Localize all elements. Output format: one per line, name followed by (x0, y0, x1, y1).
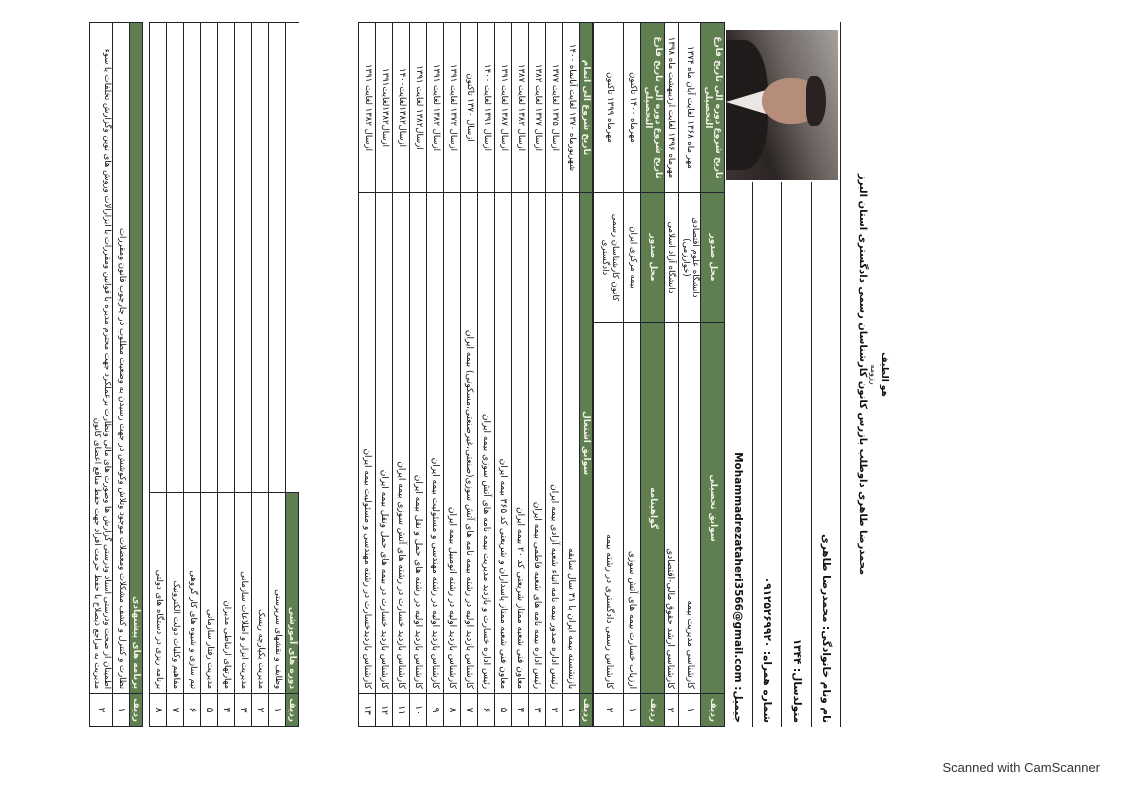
job-n: ۲ (545, 694, 562, 727)
phone-field: شماره همراه: ۰۹۱۲۵۲۶۹۹۲۰ (753, 182, 782, 727)
job-title: کارشناس بازدید اولیه در رشته های حمل و نقل بیمه ایران (409, 193, 426, 694)
job-title: کارشناس بازدید اولیه در رشته اتومبیل بیمه ایران (443, 193, 460, 694)
job-header-row-num: ردیف (579, 694, 592, 727)
photo-cell (724, 22, 841, 182)
job-title: رئیس اداره بیمه نامه های شعبه فاطمی بیمه ایران (528, 193, 545, 694)
plan-header-title: برنامه های پیشنهادی (129, 23, 142, 694)
table-row (562, 23, 579, 727)
table-row (494, 23, 511, 727)
edu-header-date: تاریخ شروع دوره الی تاریخ فارغ التحصیلی (701, 23, 725, 193)
job-date: ازسال ۱۳۷۲ لغایت ۱۳۹۱ (443, 23, 460, 193)
job-title: معاون فنی شعبه ممتاز شریعتی کد ۲۰ بیمه ایران (511, 193, 528, 694)
job-title: رئیس اداره صدور بیمه نامه اتباء شعبه آزادی بیمه ایران (545, 193, 562, 694)
course-n: ۲ (251, 694, 268, 727)
table-row (200, 23, 217, 727)
table-row (594, 23, 624, 727)
course-n: ۵ (200, 694, 217, 727)
table-row (511, 23, 528, 727)
employment-table (358, 22, 593, 727)
job-n: ۳ (528, 694, 545, 727)
cert-title: ارزیاب خسارت بیمه های آتش سوزی (624, 323, 641, 694)
edu-place: دانشگاه آزاد اسلامی (661, 193, 678, 323)
edu-date: مهرماه ۱۳۹۶ لغایت اردیبهشت ماه ۱۳۹۸ (661, 23, 678, 193)
header-resume-label: رزومه (868, 364, 878, 385)
job-date: ازسال ۱۳۹۱ لغایت ۱۴۰۰ (477, 23, 494, 193)
course- (251, 23, 268, 493)
job-header-title: سوابق اشتغال (579, 193, 592, 694)
job-n: ۷ (460, 694, 477, 727)
course-title: مدیریت ابزار و اطلاعات سازمانی (234, 493, 251, 694)
cert-header-title: گواهینامه (641, 323, 665, 694)
job-date: ازسال ۱۳۸۲ لغایت ۱۳۹۱ (426, 23, 443, 193)
table-row (477, 23, 494, 727)
job-n: ۶ (477, 694, 494, 727)
course-title: مهارتهای ارتباطی مدیران (217, 493, 234, 694)
name-field: نام ونام خانوادگی: محمدرضا طاهری (811, 182, 840, 727)
job-n: ۵ (494, 694, 511, 727)
job-date: ازسال ۱۳۷۷ لغایت ۱۳۸۲ (528, 23, 545, 193)
job-title: رئیس اداره خسارت و بازدید مدیریت بیمه نامه های آتش سوزی بیمه ایران (477, 193, 494, 694)
job-header-date: تاریخ شروع الی اتمام (579, 23, 592, 193)
courses-table (149, 22, 299, 727)
edu-header-title: سوابق تحصیلی (701, 323, 725, 694)
job-title: کارشناس بازدید اولیه در رشته بیمه نامه های آتش سوزی(صنعتی،غیرصنعتی،مسکونی) بیمه ایران (460, 193, 477, 694)
job-n: ۱۲ (375, 694, 392, 727)
table-row (443, 23, 460, 727)
certificates-table (593, 22, 665, 727)
table-row (251, 23, 268, 727)
plan-n: ۱ (112, 694, 129, 727)
personal-info-block (723, 22, 841, 727)
certificates-section (593, 22, 665, 727)
plans-section (89, 22, 143, 727)
plan-title: اطمینان از صحت ودرستی اسناد ودرستی گزارش ها وصورت های مالی ونظارت برعملکرد جهت محترم مدیره با قوانین ومقررات با ابزارالات وروش های نوین وگزارش تخلفات یا سوء مدیریت به مراجع ذیصلاح با حفظ حرمت افراد جهت حفظ منافع اعضای کانون (90, 23, 113, 694)
email-field: جیمیل: Mohammadrezataheri3566@gmail.com (724, 182, 753, 727)
birth-field: متولدسال: ۱۳۴۴ (782, 182, 811, 727)
education-section (661, 22, 725, 727)
job-n: ۸ (443, 694, 460, 727)
table-row (112, 23, 129, 727)
cert-date: مهرماه ۱۴۰۰ تاکنون (624, 23, 641, 193)
job-n: ۹ (426, 694, 443, 727)
course-title: وظایف و نقشهای سرپرستی (268, 493, 285, 694)
edu-header-place: محل صدور (701, 193, 725, 323)
table-row (528, 23, 545, 727)
table-row (678, 23, 701, 727)
course-n: ۱ (268, 694, 285, 727)
edu-place: دانشگاه علوم اقتصادی (خوارزمی) (678, 193, 701, 323)
table-row (375, 23, 392, 727)
cert-date: مهرماه ۱۳۹۹ تاکنون (594, 23, 624, 193)
job-date: ازسال ۱۳۷۰ تاکنون (460, 23, 477, 193)
course-title: مدیریت یکپارچه ریسک (251, 493, 268, 694)
course-header-title: دوره های آموزشی (285, 493, 298, 694)
cert-place: بیمه مرکزی ایران (624, 193, 641, 323)
course-blank-column (285, 23, 298, 493)
course-n: ۸ (149, 694, 166, 727)
row-number: ۲ (594, 694, 624, 727)
personal-info-table (723, 22, 841, 727)
job-date: ازسال۱۳۸۲لغایت۱۴۰۰ (392, 23, 409, 193)
course- (200, 23, 217, 493)
course- (149, 23, 166, 493)
job-n: ۱ (562, 694, 579, 727)
job-title: کارشناس بازدیدخسارت در رشته مهندسی و مسئولیت بیمه ایران (358, 193, 375, 694)
job-date: ازسال ۱۳۸۲ لغایت ۱۳۹۱ (358, 23, 375, 193)
header-title: محمدرضا طاهری داوطلب بازرس کانون کارشناسان رسمی دادگستری استان البرز (856, 173, 868, 576)
cert-header-row-num: ردیف (641, 694, 665, 727)
course-title: برنامه ریزی در دستگاه های دولتی (149, 493, 166, 694)
job-date: ازسال ۱۳۷۵ لغایت ۱۳۷۷ (545, 23, 562, 193)
plan-title: نظارت و کنترل و کشف مشکلات ومعضلات موجود وتلاش وکوشش در جهت رسیدن به وضعیت مطلوب در چارچوب قانون ومقررات (112, 23, 129, 694)
edu-date: مهر ماه ۱۳۶۸ لغایت آبان ماه ۱۳۷۴ (678, 23, 701, 193)
camscanner-watermark: Scanned with CamScanner (942, 760, 1100, 775)
cert-place: کانون کارشناسان رسمی دادگستری (594, 193, 624, 323)
course- (183, 23, 200, 493)
table-row (149, 23, 166, 727)
portrait-photo (726, 30, 838, 180)
job-title: معاون فنی شعبه ممتاز پاسداران و شریعتی کد ۳۶۵ بیمه ایران (494, 193, 511, 694)
row-number: ۱ (678, 694, 701, 727)
table-row (426, 23, 443, 727)
employment-section (358, 22, 593, 727)
edu-title: کارشناسی ارشد حقوق مالی-اقتصادی (661, 323, 678, 694)
course-n: ۴ (217, 694, 234, 727)
job-date: ازسال ۱۳۸۷ لغایت ۱۳۹۱ (494, 23, 511, 193)
plan-header-row-num: ردیف (129, 694, 142, 727)
plan-n: ۲ (90, 694, 113, 727)
table-row (268, 23, 285, 727)
resume-sheet (49, 22, 889, 727)
row-number: ۲ (661, 694, 678, 727)
course-n: ۶ (183, 694, 200, 727)
course-title: مدیریت رفتار سازمانی (200, 493, 217, 694)
cert-title: کارشناس رسمی دادگستری در رشته بیمه (594, 323, 624, 694)
header-blessing: هو الطیف (879, 352, 889, 397)
course-title: تیم سازی و شیوه های کار گروهی (183, 493, 200, 694)
table-row (90, 23, 113, 727)
job-title: کارشناس بازدید اولیه در رشته مهندسی و مسئولیت بیمه ایران (426, 193, 443, 694)
education-table (661, 22, 725, 727)
edu-header-row-num: ردیف (701, 694, 725, 727)
course-n: ۳ (234, 694, 251, 727)
table-row (234, 23, 251, 727)
table-row (358, 23, 375, 727)
table-row (409, 23, 426, 727)
table-row (460, 23, 477, 727)
table-row (183, 23, 200, 727)
job-title: بازنشسته بیمه ایران با ۳۱ سال سابقه (562, 193, 579, 694)
course- (217, 23, 234, 493)
edu-title: کارشناسی مدیریت بیمه (678, 323, 701, 694)
table-row (545, 23, 562, 727)
job-n: ۱۱ (392, 694, 409, 727)
table-row (624, 23, 641, 727)
table-row (217, 23, 234, 727)
cert-header-place: محل صدور (641, 193, 665, 323)
course- (234, 23, 251, 493)
job-date: شهریورماه ۱۳۷۰ لغایت آبانماه ۱۴۰۰ (562, 23, 579, 193)
job-date: ازسال۱۳۸۲ لغایت ۱۳۹۱ (409, 23, 426, 193)
table-row (166, 23, 183, 727)
job-n: ۴ (511, 694, 528, 727)
course-title: مفاهیم وکلیات دولت الکترونیک (166, 493, 183, 694)
job-date: ازسال۱۳۸۲لغایت۱۳۹۱ (375, 23, 392, 193)
course-header-row-num: ردیف (285, 694, 298, 727)
job-date: ازسال ۱۳۸۲ لغایت ۱۳۸۷ (511, 23, 528, 193)
row-number: ۱ (624, 694, 641, 727)
course- (268, 23, 285, 493)
courses-section (149, 22, 299, 727)
job-n: ۱۳ (358, 694, 375, 727)
cert-header-date: تاریخ شروع دوره الی تاریخ فارغ التحصیلی (641, 23, 665, 193)
resume-header (841, 22, 889, 727)
course-n: ۷ (166, 694, 183, 727)
job-title: کارشناس بازدید خسارت در بیمه های حمل ونقل بیمه ایران (375, 193, 392, 694)
table-row (392, 23, 409, 727)
course- (166, 23, 183, 493)
plans-table (89, 22, 143, 727)
job-n: ۱۰ (409, 694, 426, 727)
job-title: کارشناس بازدید خسارت در رشته های آتش سوزی بیمه ایران (392, 193, 409, 694)
